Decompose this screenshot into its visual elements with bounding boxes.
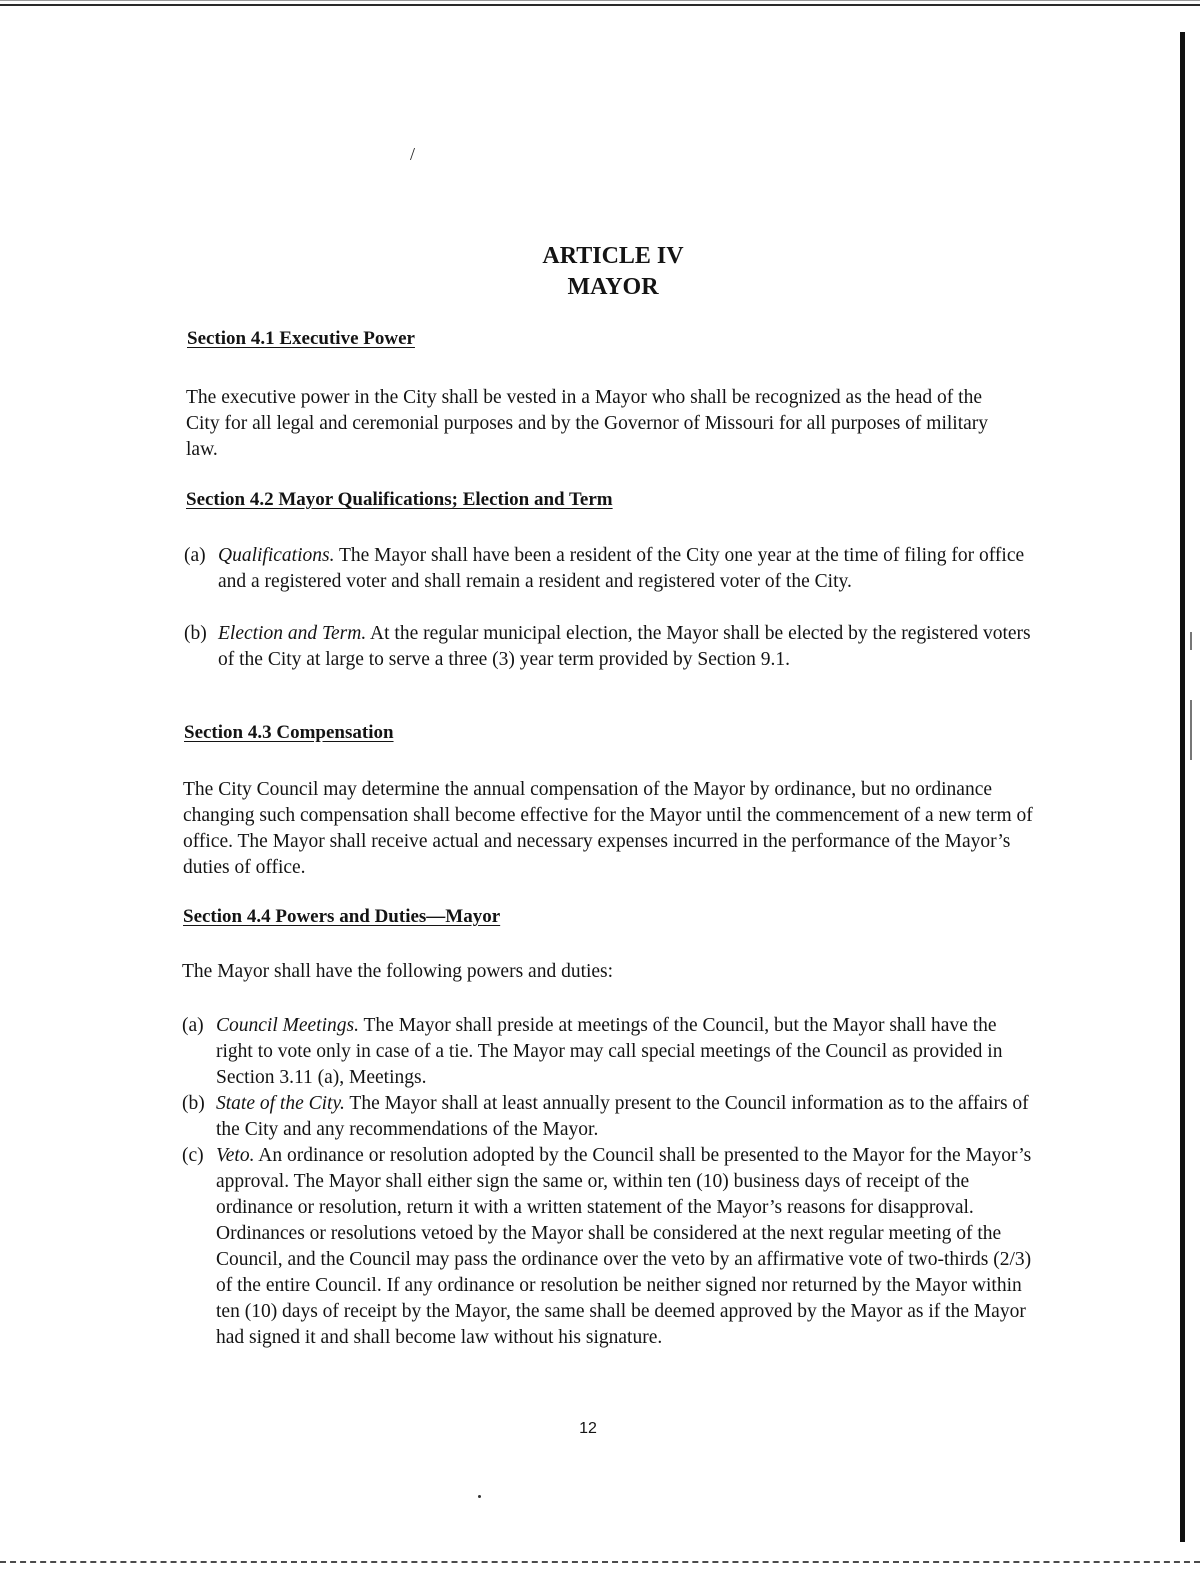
stray-pen-mark: / xyxy=(410,144,416,164)
section-4-4-intro: The Mayor shall have the following powers and duties: xyxy=(182,961,614,982)
list-marker: (b) xyxy=(182,1093,205,1114)
page-number: 12 xyxy=(579,1420,597,1437)
list-marker: (b) xyxy=(184,623,207,644)
list-marker: (c) xyxy=(182,1145,204,1166)
list-item xyxy=(184,621,1032,673)
list-item xyxy=(182,1143,1032,1351)
list-marker: (a) xyxy=(182,1015,204,1036)
section-4-3-body: The City Council may determine the annual compensation of the Mayor by ordinance, but no ordinance changing such compensation shall become effective for the Mayor until the commencement of a new term of office. The Mayor shall receive actual and necessary expenses incurred in the performance of the Mayor’s duties of office. xyxy=(183,779,1033,878)
item-label: Veto. xyxy=(216,1145,255,1166)
section-4-4-heading: Section 4.4 Powers and Duties—Mayor xyxy=(183,906,501,927)
scan-bottom-rule xyxy=(0,1561,1200,1564)
item-label: State of the City. xyxy=(216,1093,345,1114)
item-label: Election and Term. xyxy=(218,623,367,644)
scan-top-edge xyxy=(0,0,1200,1)
item-text: At the regular municipal election, the Mayor shall be elected by the registered voters of the City at large to serve a three (3) year term provided by Section 9.1. xyxy=(218,623,1031,670)
list-item xyxy=(182,1013,1032,1091)
item-text: The Mayor shall preside at meetings of the Council, but the Mayor shall have the right to vote only in case of a tie. The Mayor may call special meetings of the Council as provided in Section 3.11 (a), Meetings. xyxy=(216,1015,1003,1088)
section-4-1-body: The executive power in the City shall be vested in a Mayor who shall be recognized as the head of the City for all legal and ceremonial purposes and by the Governor of Missouri for all purposes of military law. xyxy=(186,387,989,460)
article-title: ARTICLE IV xyxy=(542,243,684,269)
section-4-1-heading: Section 4.1 Executive Power xyxy=(187,328,415,349)
list-item xyxy=(182,1091,1032,1143)
item-text: The Mayor shall at least annually present to the Council information as to the affairs of the City and any recommendations of the Mayor. xyxy=(216,1093,1029,1140)
item-text: The Mayor shall have been a resident of the City one year at the time of filing for office and a registered voter and shall remain a resident and registered voter of the City. xyxy=(218,545,1025,592)
scan-top-rule xyxy=(0,4,1200,6)
item-label: Qualifications. xyxy=(218,545,335,566)
article-subtitle: MAYOR xyxy=(567,274,659,300)
edge-mark xyxy=(1190,632,1192,650)
item-text: An ordinance or resolution adopted by the Council shall be presented to the Mayor for the Mayor’s approval. The Mayor shall either sign the same or, within ten (10) business days of receipt of the ordinance or resolution, return it with a written statement of the Mayor’s reasons for disapproval. Ordinances or resolutions vetoed by the Mayor shall be considered at the next regular meeting of the Council, and the Council may pass the ordinance over the veto by an affirmative vote of two-thirds (2/3) of the entire Council. If any ordinance or resolution be neither signed nor returned by the Mayor within ten (10) days of receipt by the Mayor, the same shall be deemed approved by the Mayor as if the Mayor had signed it and shall become law without his signature. xyxy=(216,1145,1032,1348)
stray-dot xyxy=(478,1495,481,1498)
section-4-2-heading: Section 4.2 Mayor Qualifications; Election and Term xyxy=(186,489,613,510)
edge-mark xyxy=(1190,700,1192,760)
item-label: Council Meetings. xyxy=(216,1015,359,1036)
list-marker: (a) xyxy=(184,545,206,566)
list-item xyxy=(184,543,1032,595)
section-4-3-heading: Section 4.3 Compensation xyxy=(184,722,394,743)
